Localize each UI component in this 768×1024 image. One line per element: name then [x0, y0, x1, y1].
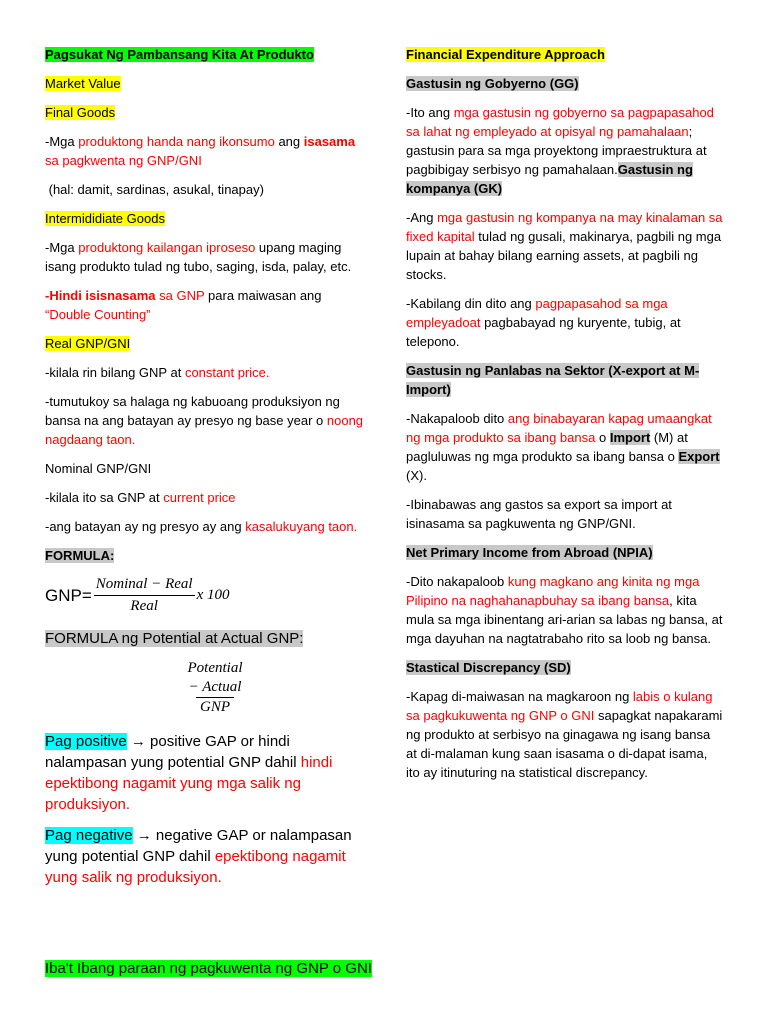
pa-denominator: GNP	[196, 697, 234, 717]
market-value-heading: Market Value	[45, 76, 121, 91]
nominal-gnp-paragraph-2: -ang batayan ay ng presyo ay ang kasalukuyang taon.	[45, 519, 358, 534]
positive-gap-paragraph: Pag positive → positive GAP or hindi nalampasan yung potential GNP dahil hindi epektibong nagamit yung mga salik ng produksiyon.	[45, 733, 333, 813]
final-goods-heading: Final Goods	[45, 105, 116, 120]
sd-paragraph: -Kapag di-maiwasan na magkaroon ng labis o kulang sa pagkukuwenta ng GNP o GNI sapagkat napakarami ng produkto at serbisyo na ginagawa ng isang bansa at di-malaman kung saan isasama o di-dapat isama, ito ay itinuturing na statistical discrepancy.	[406, 689, 723, 780]
intermediate-goods-heading: Intermididiate Goods	[45, 211, 165, 226]
footer-heading: Iba't Ibang paraan ng pagkuwenta ng GNP o GNI	[45, 960, 372, 977]
ibinabawas-paragraph: -Ibinabawas ang gastos sa export sa import at isinasama sa pagkuwenta ng GNP/GNI.	[406, 497, 672, 531]
gps-paragraph: -Nakapaloob dito ang binabayaran kapag umaangkat ng mga produkto sa ibang bansa o Import (M) at pagluluwas ng mga produkto sa ibang bansa o Export (X).	[406, 411, 720, 483]
doc-title: Pagsukat Ng Pambansang Kita At Produkto	[45, 47, 314, 62]
examples-paragraph: (hal: damit, sardinas, asukal, tinapay)	[45, 182, 264, 197]
arrow-right-icon: →	[130, 733, 146, 750]
gps-heading: Gastusin ng Panlabas na Sektor (X-export at M-Import)	[406, 363, 700, 397]
right-column	[406, 45, 724, 792]
real-gnp-paragraph-2: -tumutukoy sa halaga ng kabuoang produksiyon ng bansa na ang batayan ay presyo ng base year o noong nagdaang taon.	[45, 394, 364, 447]
intermediate-goods-paragraph: -Mga produktong kailangan iproseso upang maging isang produkto tulad ng tubo, saging, isda, palay, etc.	[45, 240, 352, 274]
real-gnp-paragraph-1: -kilala rin bilang GNP at constant price.	[45, 365, 270, 380]
gk-heading: Gastusin ng kompanya (GK)	[406, 162, 693, 196]
formula-multiplier: x 100	[196, 587, 230, 603]
gk-paragraph: -Ang mga gastusin ng kompanya na may kinalaman sa fixed kapital tulad ng gusali, makinarya, pagbili ng mga lupain at bahay bilang earning assets, at pagbili ng stocks.	[406, 210, 723, 282]
formula-denominator: Real	[130, 598, 158, 614]
formula-2-heading: FORMULA ng Potential at Actual GNP:	[45, 630, 304, 647]
kabilang-paragraph: -Kabilang din dito ang pagpapasahod sa mga empleyadoat pagbabayad ng kuryente, tubig, at telepono.	[406, 296, 681, 349]
fea-heading: Financial Expenditure Approach	[406, 47, 605, 62]
final-goods-paragraph: -Mga produktong handa nang ikonsumo ang isasama sa pagkwenta ng GNP/GNI	[45, 134, 356, 168]
arrow-right-icon: →	[136, 827, 152, 844]
nominal-gnp-heading: Nominal GNP/GNI	[45, 461, 152, 476]
potential-actual-formula	[45, 659, 365, 717]
sd-heading: Stastical Discrepancy (SD)	[406, 660, 571, 675]
npia-heading: Net Primary Income from Abroad (NPIA)	[406, 545, 653, 560]
double-counting-paragraph: -Hindi isisnasama sa GNP para maiwasan ang “Double Counting”	[45, 288, 322, 322]
formula-heading: FORMULA:	[45, 548, 115, 563]
formula-fraction	[94, 575, 195, 616]
npia-paragraph: -Dito nakapaloob kung magkano ang kinita ng mga Pilipino na naghahanapbuhay sa ibang bansa, kita mula sa mga ibinentang ari-arian sa labas ng bansa, at mga dayuhan na nagtatrabaho rito sa loob ng bansa.	[406, 574, 723, 646]
left-column	[45, 45, 370, 898]
nominal-gnp-paragraph-1: -kilala ito sa GNP at current price	[45, 490, 236, 505]
pa-numerator-line-2: − Actual	[188, 679, 242, 695]
gg-paragraph: -Ito ang mga gastusin ng gobyerno sa pagpapasahod sa lahat ng empleyado at opisyal ng pamahalaan; gastusin para sa mga proyektong impraestruktura at pagbibigay serbisyo ng pamahalaan.Gastusin ng kompanya (GK)	[406, 105, 714, 196]
gg-heading: Gastusin ng Gobyerno (GG)	[406, 76, 579, 91]
formula-numerator: Nominal − Real	[94, 575, 195, 596]
gnp-formula	[45, 575, 370, 616]
formula-lhs: GNP=	[45, 586, 92, 605]
real-gnp-heading: Real GNP/GNI	[45, 336, 131, 351]
negative-gap-paragraph: Pag negative → negative GAP or nalampasan yung potential GNP dahil epektibong nagamit yung salik ng produksiyon.	[45, 827, 352, 886]
pa-numerator-line-1: Potential	[187, 660, 243, 676]
